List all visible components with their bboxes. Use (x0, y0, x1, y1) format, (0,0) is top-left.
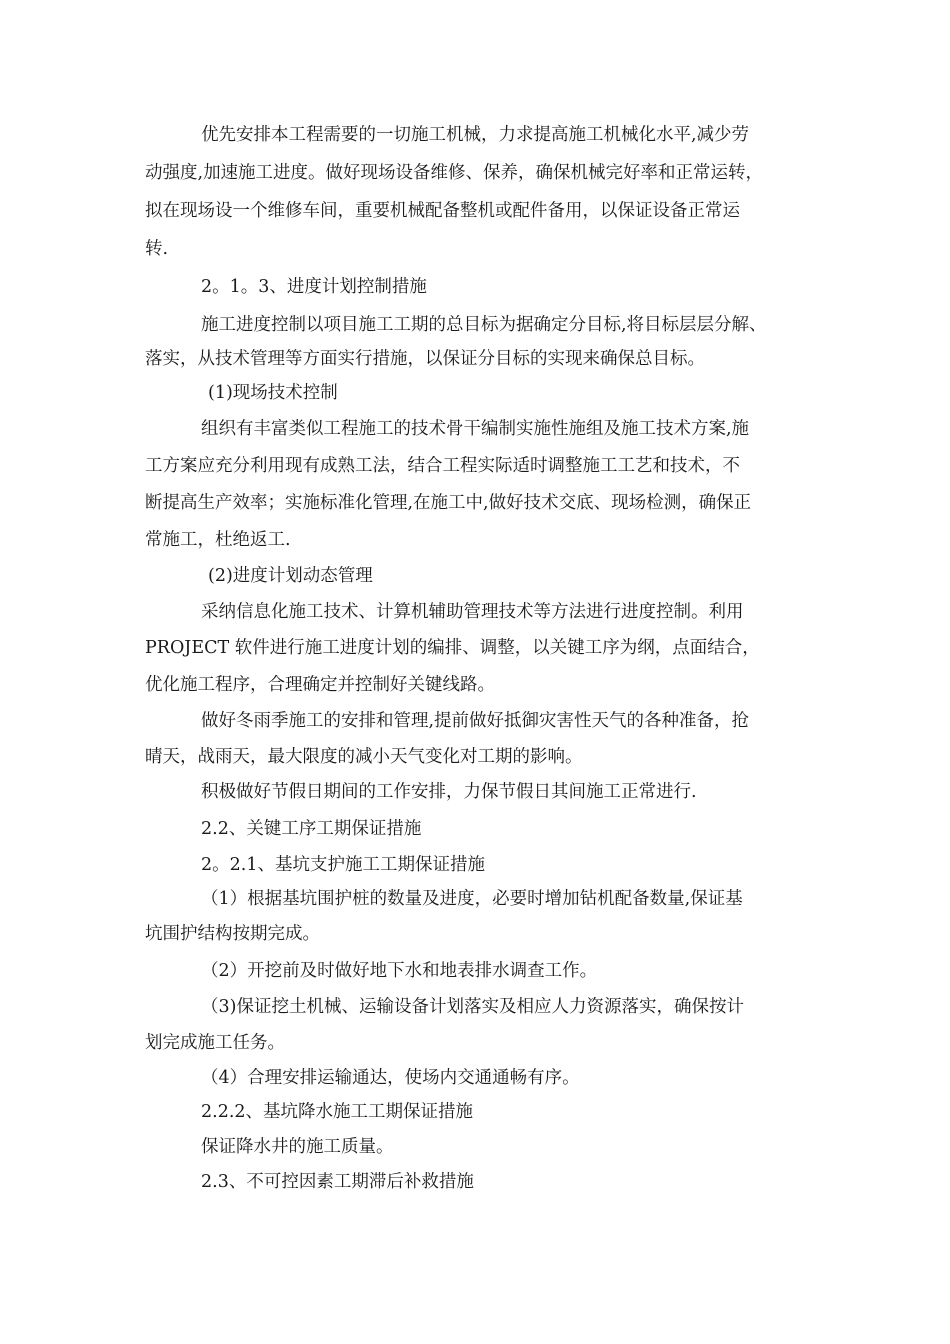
paragraph-line: PROJECT 软件进行施工进度计划的编排、调整，以关键工序为纲，点面结合， (145, 638, 760, 658)
paragraph-line: 断提高生产效率；实施标准化管理,在施工中,做好技术交底、现场检测，确保正 (145, 493, 752, 513)
subsection-heading: (1)现场技术控制 (208, 383, 338, 403)
paragraph-line: 拟在现场设一个维修车间，重要机械配备整机或配件备用，以保证设备正常运 (145, 201, 740, 221)
section-heading: 2.3、不可控因素工期滞后补救措施 (201, 1172, 474, 1192)
section-heading: 2.2.2、基坑降水施工工期保证措施 (201, 1102, 474, 1122)
paragraph-line: 施工进度控制以项目施工工期的总目标为据确定分目标,将目标层层分解、 (201, 315, 767, 335)
paragraph-line: 积极做好节假日期间的工作安排，力保节假日其间施工正常进行. (201, 782, 697, 802)
paragraph-line: （3)保证挖土机械、运输设备计划落实及相应人力资源落实，确保按计 (201, 997, 744, 1017)
paragraph-line: 动强度,加速施工进度。做好现场设备维修、保养，确保机械完好率和正常运转， (145, 163, 764, 183)
paragraph-line: 做好冬雨季施工的安排和管理,提前做好抵御灾害性天气的各种准备，抢 (201, 711, 750, 731)
paragraph-line: 优化施工程序，合理确定并控制好关键线路。 (145, 675, 495, 695)
paragraph-line: 组织有丰富类似工程施工的技术骨干编制实施性施组及施工技术方案,施 (201, 419, 750, 439)
paragraph-line: 优先安排本工程需要的一切施工机械，力求提高施工机械化水平,减少劳 (201, 125, 750, 145)
paragraph-line: 划完成施工任务。 (145, 1033, 285, 1053)
paragraph-line: 保证降水井的施工质量。 (201, 1137, 394, 1157)
paragraph-line: 转. (145, 239, 169, 259)
paragraph-line: （2）开挖前及时做好地下水和地表排水调查工作。 (201, 961, 598, 981)
section-heading: 2。2.1、基坑支护施工工期保证措施 (201, 855, 485, 875)
paragraph-line: 采纳信息化施工技术、计算机辅助管理技术等方法进行进度控制。利用 (201, 602, 744, 622)
paragraph-line: 坑围护结构按期完成。 (145, 924, 320, 944)
paragraph-line: 工方案应充分利用现有成熟工法，结合工程实际适时调整施工工艺和技术，不 (145, 456, 740, 476)
section-heading: 2.2、关键工序工期保证措施 (201, 819, 422, 839)
paragraph-line: 晴天，战雨天，最大限度的减小天气变化对工期的影响。 (145, 747, 583, 767)
paragraph-line: （1）根据基坑围护桩的数量及进度，必要时增加钻机配备数量,保证基 (201, 889, 743, 909)
paragraph-line: 落实，从技术管理等方面实行措施，以保证分目标的实现来确保总目标。 (145, 349, 705, 369)
section-heading: 2。1。3、进度计划控制措施 (201, 277, 427, 297)
paragraph-line: （4）合理安排运输通达，使场内交通通畅有序。 (201, 1068, 580, 1088)
subsection-heading: (2)进度计划动态管理 (208, 566, 373, 586)
paragraph-line: 常施工，杜绝返工. (145, 530, 291, 550)
